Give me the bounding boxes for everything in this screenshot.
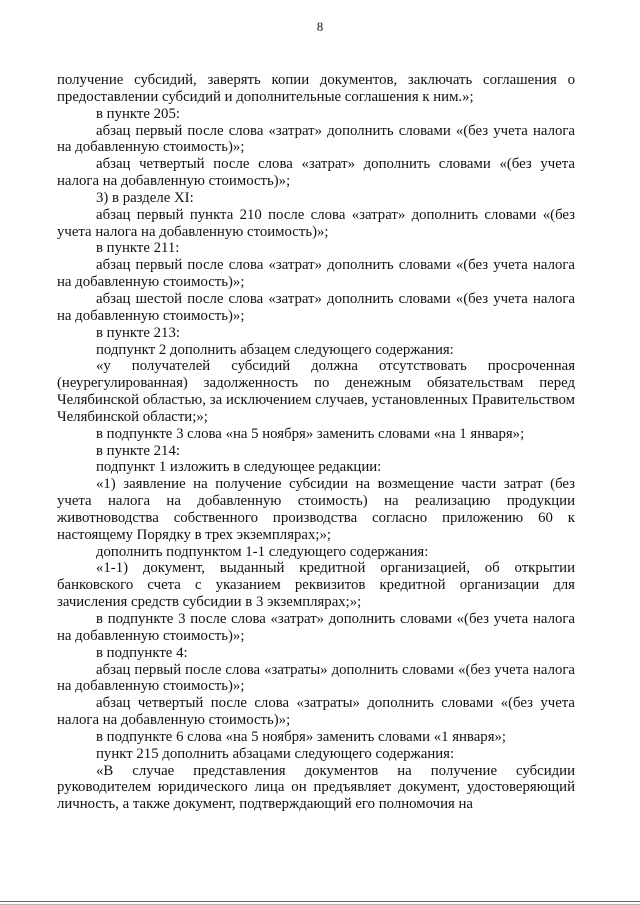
- paragraph: подпункт 2 дополнить абзацем следующего содержания:: [96, 341, 454, 358]
- paragraph: в пункте 205:: [96, 105, 180, 122]
- paragraph: получение субсидий, заверять копии документов, заключать соглашения о предоставлении субсидий и дополнительные соглашения к ним.»;: [57, 72, 575, 105]
- paragraph: в пункте 211:: [96, 240, 180, 257]
- paragraph: абзац первый после слова «затрат» дополнить словами «(без учета налога на добавленную стоимость)»;: [57, 122, 575, 156]
- paragraph: в подпункте 3 после слова «затрат» дополнить словами «(без учета налога на добавленную стоимость)»;: [57, 611, 575, 644]
- paragraph: абзац шестой после слова «затрат» дополнить словами «(без учета налога на добавленную стоимость)»;: [57, 290, 575, 324]
- paragraph: в пункте 214:: [96, 442, 180, 459]
- paragraph: абзац первый после слова «затраты» дополнить словами «(без учета налога на добавленную стоимость)»;: [57, 661, 575, 695]
- paragraph: «1-1) документ, выданный кредитной организацией, об открытии банковского счета с указанием реквизитов кредитной организации для зачисления средств субсидии в 3 экземплярах;»;: [57, 560, 575, 611]
- paragraph: «В случае представления документов на получение субсидии руководителем юридического лица он предъявляет документ, удостоверяющий личность, а также документ, подтверждающий его полномочия на: [57, 762, 575, 813]
- scan-edge-line: [0, 901, 640, 902]
- paragraph: дополнить подпунктом 1-1 следующего содержания:: [96, 543, 429, 560]
- paragraph: «1) заявление на получение субсидии на возмещение части затрат (без учета налога на добавленную стоимость) на реализацию продукции животноводства собственного производства согласно приложению 60 к настоящему Порядку в трех экземплярах;»;: [57, 476, 575, 543]
- paragraph: в подпункте 3 слова «на 5 ноября» заменить словами «на 1 января»;: [96, 425, 525, 442]
- paragraph: пункт 215 дополнить абзацами следующего содержания:: [96, 745, 455, 762]
- paragraph: абзац первый пункта 210 после слова «затрат» дополнить словами «(без учета налога на добавленную стоимость)»;: [57, 206, 575, 240]
- document-body: [57, 72, 575, 813]
- paragraph: абзац четвертый после слова «затрат» дополнить словами «(без учета налога на добавленную стоимость)»;: [57, 156, 575, 190]
- paragraph: подпункт 1 изложить в следующее редакции:: [96, 459, 382, 476]
- paragraph: в подпункте 4:: [96, 644, 188, 661]
- paragraph: абзац первый после слова «затрат» дополнить словами «(без учета налога на добавленную стоимость)»;: [57, 257, 575, 291]
- paragraph: 3) в разделе XI:: [96, 189, 194, 206]
- paragraph: абзац четвертый после слова «затраты» дополнить словами «(без учета налога на добавленную стоимость)»;: [57, 695, 575, 729]
- paragraph: «у получателей субсидий должна отсутствовать просроченная (неурегулированная) задолженность по денежным обязательствам перед Челябинской областью, за исключением случаев, установленных Правительством Челябинской области;»;: [57, 358, 575, 425]
- paragraph: в пункте 213:: [96, 324, 180, 341]
- page-number: 8: [316, 20, 324, 34]
- paragraph: в подпункте 6 слова «на 5 ноября» заменить словами «1 января»;: [96, 728, 507, 745]
